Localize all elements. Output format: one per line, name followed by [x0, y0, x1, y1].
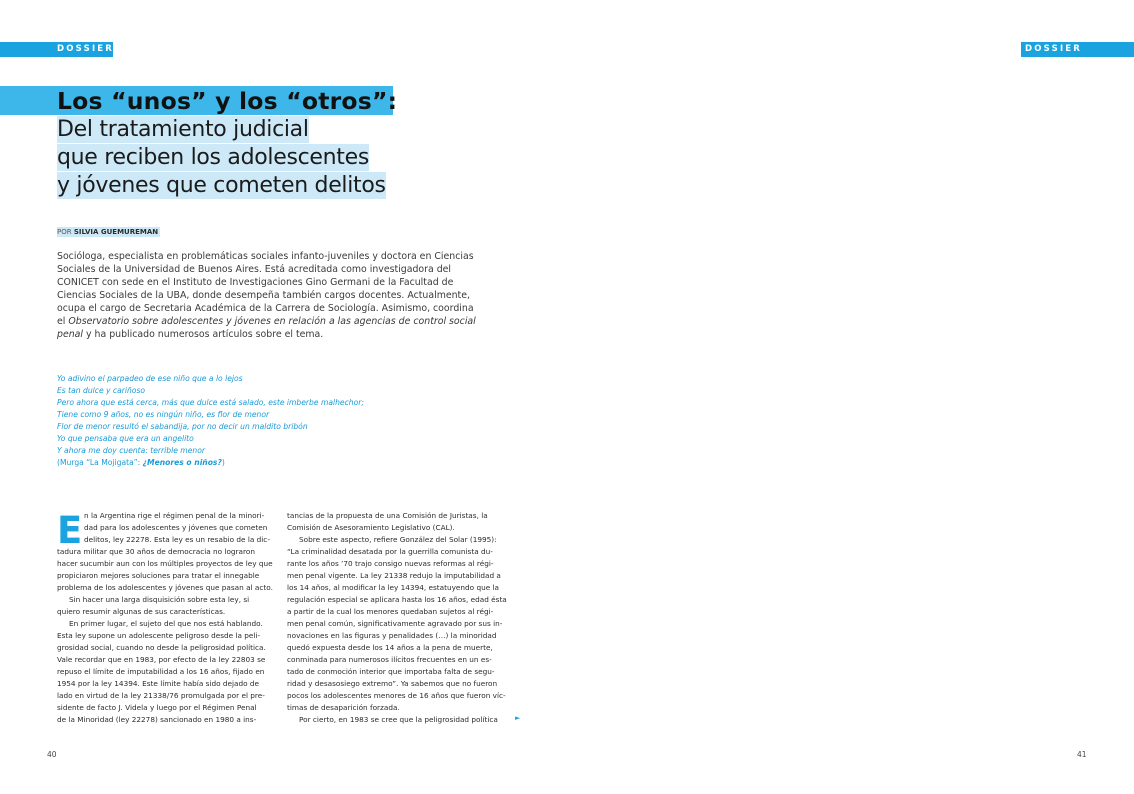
subtitle-line-2: que reciben los adolescentes: [57, 145, 370, 170]
poem-source-title: ¿Menores o niños?: [142, 458, 222, 467]
body-line: n la Argentina rige el régimen penal de la minori-: [84, 511, 265, 520]
body-line: grosidad social, cuando no desde la peligrosidad política.: [57, 643, 266, 652]
body-line: men penal vigente. La ley 21338 redujo la imputabilidad a: [287, 571, 501, 580]
bio-line-pre: el: [57, 316, 69, 327]
body-line: problema de los adolescentes y jóvenes que pasan al acto.: [57, 583, 273, 592]
drop-cap: E: [57, 509, 83, 552]
author-name: SILVIA GUEMUREMAN: [73, 228, 159, 236]
subtitle-line-1: Del tratamiento judicial: [57, 117, 309, 142]
body-line: quiero resumir algunas de sus características.: [57, 607, 226, 616]
poem-source-post: ): [221, 458, 225, 467]
body-line: pocos los adolescentes menores de 16 años que fueron víc-: [287, 691, 506, 700]
body-line: conminada para numerosos ilícitos frecuentes en un es-: [287, 655, 492, 664]
continue-arrow-icon: ►: [515, 714, 521, 722]
section-tag-left-label: DOSSIER: [57, 44, 115, 54]
body-line: hacer sucumbir aun con los múltiples proyectos de ley que: [57, 559, 273, 568]
body-line: men penal común, significativamente agravado por sus in-: [287, 619, 503, 628]
body-line: ridad y desasosiego extremo”. Ya sabemos que no fueron: [287, 679, 498, 688]
body-line: Sobre este aspecto, refiere González del Solar (1995):: [299, 535, 497, 544]
body-line: tado de conmoción interior que importaba falta de segu-: [287, 667, 495, 676]
body-line: regulación especial se aplicara hasta los 16 años, edad ésta: [287, 595, 507, 604]
observatorio-title: Observatorio sobre adolescentes y jóvenes en relación a las agencias de control social: [68, 316, 476, 327]
body-line: 1954 por la ley 14394. Este límite había sido dejado de: [57, 679, 260, 688]
body-column-right: [287, 510, 510, 726]
section-tag-right: [1021, 42, 1134, 57]
poem-line: Y ahora me doy cuenta: terrible menor: [57, 446, 205, 455]
poem-line: Yo que pensaba que era un angelito: [57, 434, 194, 443]
page-number-right: 41: [1077, 750, 1087, 759]
poem-source: [57, 457, 497, 469]
poem-source-pre: (Murga “La Mojigata”:: [57, 458, 143, 467]
body-line: novaciones en las figuras y penalidades (…) la minoridad: [287, 631, 497, 640]
author-bio: [57, 250, 497, 341]
body-line: de la Minoridad (ley 22278) sancionado en 1980 a ins-: [57, 715, 257, 724]
epigraph-poem: [57, 373, 497, 469]
bio-line: CONICET con sede en el Instituto de Investigaciones Gino Germani de la Facultad de: [57, 277, 454, 288]
poem-line: Tiene como 9 años, no es ningún niño, es flor de menor: [57, 410, 270, 419]
bio-line: Ciencias Sociales de la UBA, donde desempeña también cargos docentes. Actualmente,: [57, 290, 470, 301]
byline-prefix: POR: [57, 228, 72, 236]
body-line: Vale recordar que en 1983, por efecto de la ley 22803 se: [57, 655, 266, 664]
poem-line: Es tan dulce y cariñoso: [57, 386, 146, 395]
page-number-left: 40: [47, 750, 57, 759]
body-column-left: [57, 510, 280, 726]
body-line: “La criminalidad desatada por la guerrilla comunista du-: [287, 547, 493, 556]
body-line: rante los años ’70 trajo consigo nuevas reformas al régi-: [287, 559, 494, 568]
subtitle-line-3: y jóvenes que cometen delitos: [57, 173, 386, 198]
body-line: Comisión de Asesoramiento Legislativo (CAL).: [287, 523, 455, 532]
byline: [57, 227, 160, 237]
body-line: Esta ley supone un adolescente peligroso desde la peli-: [57, 631, 261, 640]
bio-line: [57, 328, 497, 341]
body-line: En primer lugar, el sujeto del que nos está hablando.: [69, 619, 263, 628]
bio-line: ocupa el cargo de Secretaria Académica de la Carrera de Sociología. Asimismo, coordina: [57, 303, 474, 314]
body-line: repuso el límite de imputabilidad a los 16 años, fijado en: [57, 667, 265, 676]
poem-line: Pero ahora que está cerca, más que dulce está salado, este imberbe malhechor;: [57, 398, 364, 407]
body-line: timas de desaparición forzada.: [287, 703, 400, 712]
body-line: Por cierto, en 1983 se cree que la peligrosidad política: [299, 715, 498, 724]
poem-line: Flor de menor resultó el sabandija, por no decir un maldito bribón: [57, 422, 308, 431]
body-line: quedó expuesta desde los 14 años a la pena de muerte,: [287, 643, 493, 652]
section-tag-right-label: DOSSIER: [1025, 44, 1083, 54]
body-line: sidente de facto J. Videla y luego por el Régimen Penal: [57, 703, 257, 712]
body-line: delitos, ley 22278. Esta ley es un resabio de la dic-: [84, 535, 270, 544]
body-line: lado en virtud de la ley 21338/76 promulgada por el pre-: [57, 691, 265, 700]
title-main: Los “unos” y los “otros”:: [57, 87, 398, 115]
body-line: tadura militar que 30 años de democracia no lograron: [57, 547, 255, 556]
section-tag-left: [0, 42, 113, 57]
body-line: dad para los adolescentes y jóvenes que cometen: [84, 523, 268, 532]
body-line: Sin hacer una larga disquisición sobre esta ley, si: [69, 595, 250, 604]
bio-line-observatorio: [57, 315, 497, 328]
bio-line-italic-start: penal: [57, 329, 84, 340]
poem-line: Yo adivino el parpadeo de ese niño que a lo lejos: [57, 374, 243, 383]
bio-line: Socióloga, especialista en problemáticas sociales infanto-juveniles y doctora en Ciencias: [57, 251, 474, 262]
body-line: a partir de la cual los menores quedaban sujetos al régi-: [287, 607, 494, 616]
bio-line: Sociales de la Universidad de Buenos Aires. Está acreditada como investigadora del: [57, 264, 452, 275]
body-line: los 14 años, al modificar la ley 14394, estatuyendo que la: [287, 583, 500, 592]
body-line: propiciaron mejores soluciones para tratar el innegable: [57, 571, 260, 580]
body-line: tancias de la propuesta de una Comisión de Juristas, la: [287, 511, 488, 520]
bio-line-rest: y ha publicado numerosos artículos sobre el tema.: [83, 329, 324, 340]
